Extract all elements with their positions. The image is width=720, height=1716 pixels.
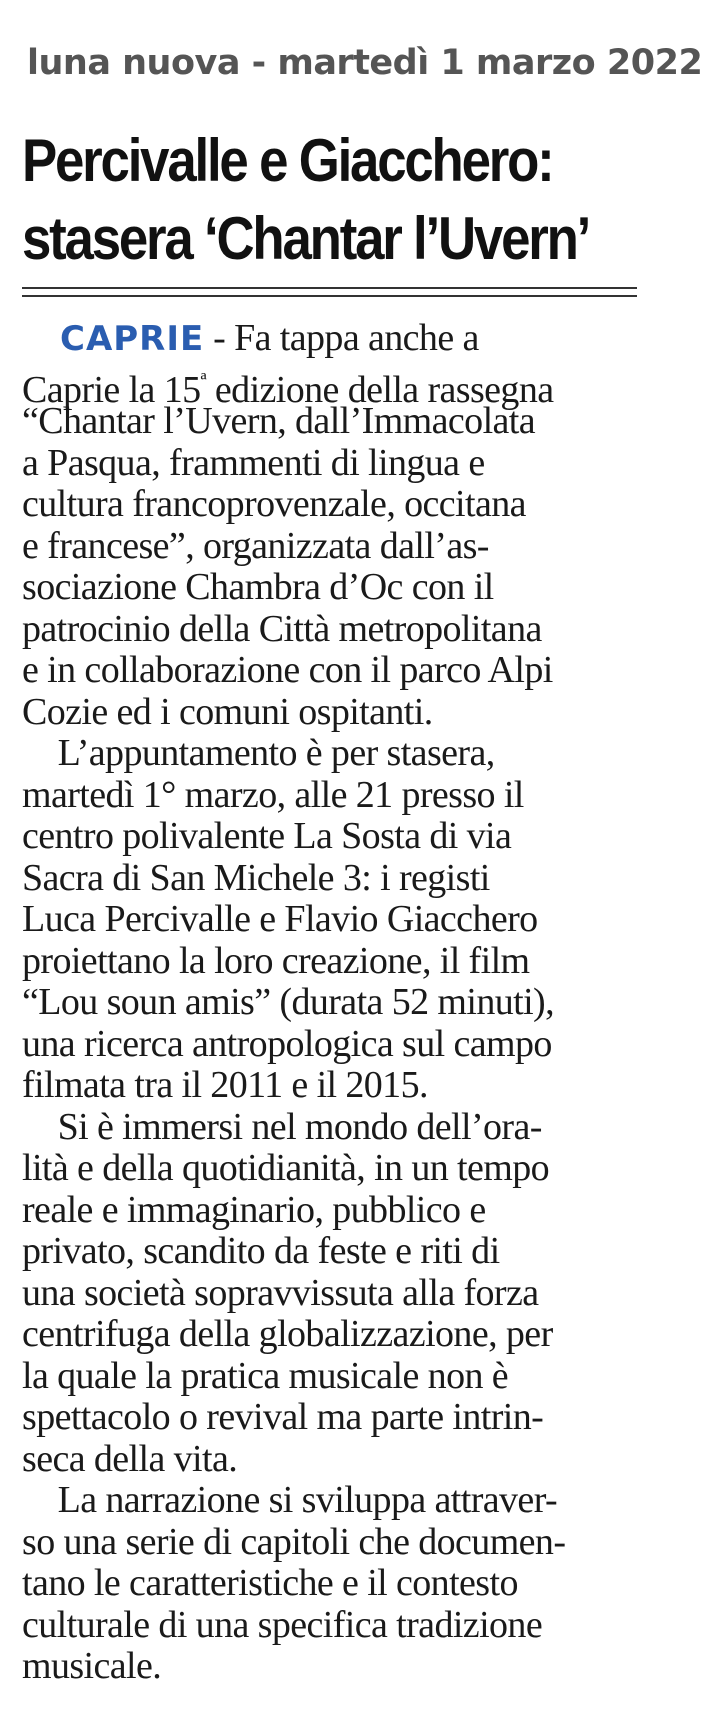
- article-line: spettacolo o revival ma parte intrin-: [22, 1396, 544, 1438]
- headline-divider-top: [22, 287, 637, 289]
- article-line: seca della vita.: [22, 1437, 238, 1480]
- article-line: tano le caratteristiche e il contesto: [22, 1562, 518, 1604]
- article-line: una ricerca antropologica sul campo: [22, 1022, 552, 1065]
- headline-divider-bottom: [22, 295, 637, 297]
- article-line: La narrazione si sviluppa attraver-: [22, 1479, 558, 1521]
- article-line: Si è immersi nel mondo dell’ora-: [22, 1105, 542, 1148]
- article-line: e in collaborazione con il parco Alpi: [22, 649, 553, 691]
- article-line: centro polivalente La Sosta di via: [22, 815, 512, 857]
- article-line: Cozie ed i comuni ospitanti.: [22, 690, 433, 733]
- article-body: [22, 318, 642, 1688]
- article-line: patrocinio della Città metropolitana: [22, 607, 542, 650]
- article-line: “Lou soun amis” (durata 52 minuti),: [22, 981, 554, 1023]
- article-line: reale e immaginario, pubblico e: [22, 1188, 486, 1231]
- ordinal-superscript: ª: [200, 367, 206, 393]
- article-line: Sacra di San Michele 3: i registi: [22, 856, 490, 899]
- location-kicker: CAPRIE: [60, 319, 205, 359]
- article-line: culturale di una specifica tradizione: [22, 1603, 543, 1646]
- article-line: a Pasqua, frammenti di lingua e: [22, 441, 485, 484]
- article-line: Caprie la $15^ª$ edizione della rassegna: [22, 367, 554, 411]
- article-line: martedì 1° marzo, alle 21 presso il: [22, 773, 524, 816]
- headline: [22, 122, 590, 278]
- article-line: lità e della quotidianità, in un tempo: [22, 1147, 550, 1189]
- article-line: sociazione Chambra d’Oc con il: [22, 566, 494, 608]
- headline-line-1: Percivalle e Giacchero:: [22, 127, 553, 194]
- article-line: “Chantar l’Uvern, dall’Immacolata: [22, 400, 536, 442]
- article-line: una società sopravvissuta alla forza: [22, 1271, 539, 1314]
- article-line: la quale la pratica musicale non è: [22, 1354, 509, 1397]
- headline-line-2: stasera ‘Chantar l’Uvern’: [22, 205, 590, 272]
- article-line: privato, scandito da feste e riti di: [22, 1230, 500, 1272]
- publication-date-line: luna nuova - martedì 1 marzo 2022: [27, 43, 703, 83]
- article-line: Luca Percivalle e Flavio Giacchero: [22, 898, 538, 940]
- article-line: L’appuntamento è per stasera,: [22, 732, 495, 774]
- article-line: cultura francoprovenzale, occitana: [22, 483, 526, 525]
- article-line: e francese”, organizzata dall’as-: [22, 524, 489, 567]
- article-line: proiettano la loro creazione, il film: [22, 939, 530, 982]
- article-line: CAPRIE - Fa tappa anche a: [22, 318, 642, 360]
- article-line: centrifuga della globalizzazione, per: [22, 1313, 553, 1355]
- article-line: so una serie di capitoli che documen-: [22, 1520, 566, 1563]
- article-line: musicale.: [22, 1645, 162, 1687]
- article-line: filmata tra il 2011 e il 2015.: [22, 1064, 428, 1106]
